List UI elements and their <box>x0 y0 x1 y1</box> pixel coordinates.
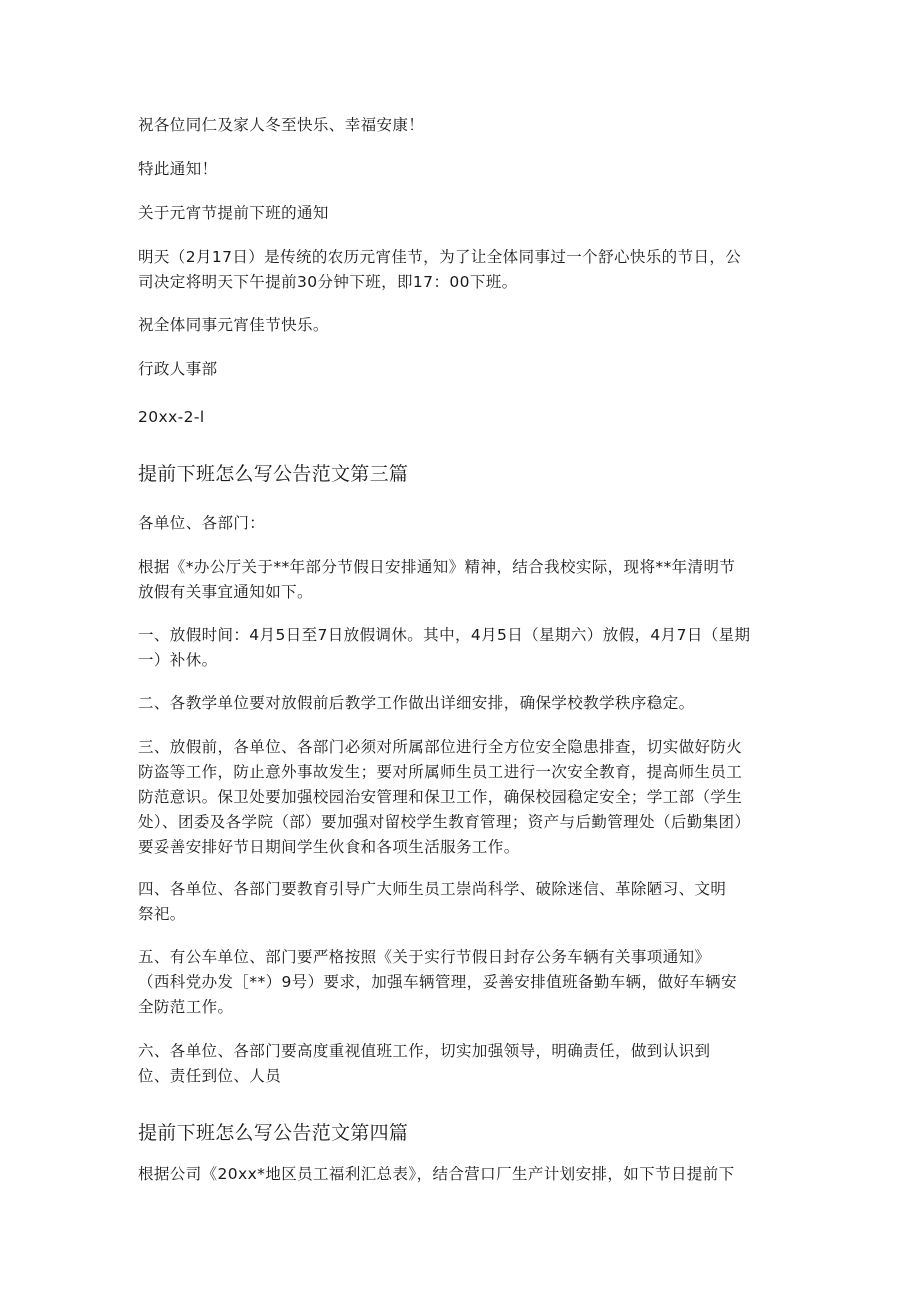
text-line: 要妥善安排好节日期间学生伙食和各项生活服务工作。 <box>138 838 520 856</box>
text-line: 四、各单位、各部门要教育引导广大师生员工崇尚科学、破除迷信、革除陋习、文明 <box>138 880 727 898</box>
section3-item-1 <box>138 623 780 673</box>
text-line: 防范意识。保卫处要加强校园治安管理和保卫工作，确保校园稳定安全；学工部（学生 <box>138 788 743 806</box>
text-line: 处）、团委及各学院（部）要加强对留校学生教育管理；资产与后勤管理处（后勤集团） <box>138 813 751 831</box>
text-line: 位、责任到位、人员 <box>138 1067 282 1085</box>
section4-intro: 根据公司《20xx*地区员工福利汇总表》，结合营口厂生产计划安排，如下节日提前下 <box>138 1165 735 1183</box>
section3-heading: 提前下班怎么写公告范文第三篇 <box>138 463 409 485</box>
text-line: 二、各教学单位要对放假前后教学工作做出详细安排，确保学校教学秩序稳定。 <box>138 694 695 712</box>
section3-intro <box>138 555 780 605</box>
text-line: 全防范工作。 <box>138 998 234 1016</box>
text-line: 放假有关事宜通知如下。 <box>138 583 313 601</box>
lantern-notice-body <box>138 245 780 295</box>
department-signature: 行政人事部 <box>138 360 218 378</box>
text-line: 三、放假前，各单位、各部门必须对所属部位进行全方位安全隐患排查，切实做好防火 <box>138 738 743 756</box>
notice-date: 20xx-2-l <box>138 408 205 426</box>
lantern-greeting: 祝全体同事元宵佳节快乐。 <box>138 316 329 334</box>
winter-solstice-greeting: 祝各位同仁及家人冬至快乐、幸福安康！ <box>138 116 425 134</box>
text-line: 一、放假时间：4月5日至7日放假调休。其中，4月5日（星期六）放假，4月7日（星期 <box>138 626 751 644</box>
text-line: 防盗等工作，防止意外事故发生；要对所属师生员工进行一次安全教育，提高师生员工 <box>138 763 743 781</box>
section3-item-6 <box>138 1039 780 1089</box>
section3-item-4 <box>138 877 780 927</box>
section3-salutation: 各单位、各部门： <box>138 514 266 532</box>
special-notice-line: 特此通知！ <box>138 160 218 178</box>
text-line: 祭祀。 <box>138 905 186 923</box>
lantern-notice-title: 关于元宵节提前下班的通知 <box>138 204 329 222</box>
text-line: 司决定将明天下午提前30分钟下班，即17：00下班。 <box>138 273 518 291</box>
section4-heading: 提前下班怎么写公告范文第四篇 <box>138 1122 409 1144</box>
text-line: 明天（2月17日）是传统的农历元宵佳节，为了让全体同事过一个舒心快乐的节日，公 <box>138 248 742 266</box>
section3-item-3 <box>138 735 780 860</box>
text-line: 一）补休。 <box>138 651 218 669</box>
text-line: （西科党办发［**）9号）要求，加强车辆管理，妥善安排值班备勤车辆，做好车辆安 <box>138 973 737 991</box>
text-line: 五、有公车单位、部门要严格按照《关于实行节假日封存公务车辆有关事项通知》 <box>138 948 711 966</box>
section3-item-5 <box>138 945 780 1020</box>
section3-item-2 <box>138 691 780 716</box>
text-line: 六、各单位、各部门要高度重视值班工作，切实加强领导，明确责任，做到认识到 <box>138 1042 711 1060</box>
text-line: 根据《*办公厅关于**年部分节假日安排通知》精神，结合我校实际，现将**年清明节 <box>138 558 736 576</box>
